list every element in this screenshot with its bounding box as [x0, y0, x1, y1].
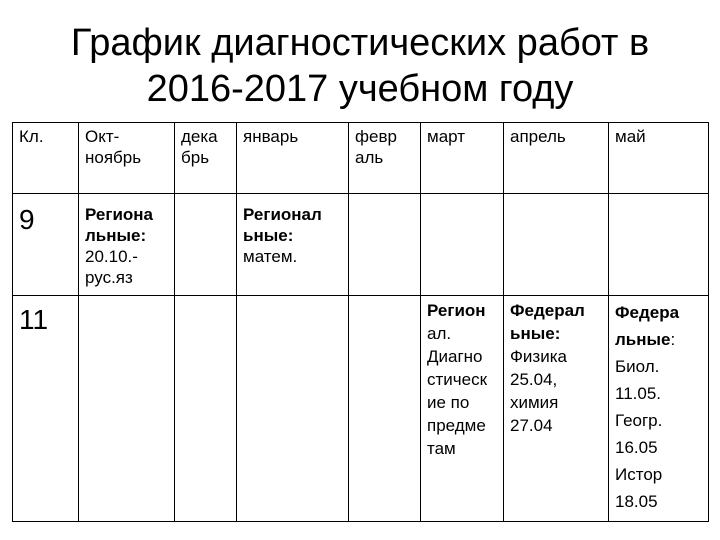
cell-11-jan — [237, 296, 349, 522]
title-line-1: График диагностических работ в — [70, 22, 650, 64]
cell-11-apr: Федерал ьные: Физика 25.04, химия 27.04 — [504, 296, 609, 522]
cell-9-oct-nov: Региона льные: 20.10.- рус.яз — [79, 194, 175, 296]
header-feb: февр аль — [349, 123, 421, 194]
header-jan: январь — [237, 123, 349, 194]
cell-11-mar: Регион ал. Диагно стическ ие по предме там — [421, 296, 504, 522]
table-header-row — [13, 123, 709, 194]
cell-9-jan: Регионал ьные: матем. — [237, 194, 349, 296]
table-row — [13, 194, 709, 296]
cell-9-apr — [504, 194, 609, 296]
header-apr: апрель — [504, 123, 609, 194]
schedule-table — [12, 122, 709, 522]
cell-9-may — [609, 194, 709, 296]
header-class: Кл. — [13, 123, 79, 194]
cell-11-feb — [349, 296, 421, 522]
class-11-cell: 11 — [13, 296, 79, 522]
header-dec: дека брь — [175, 123, 237, 194]
header-may: май — [609, 123, 709, 194]
class-9-cell: 9 — [13, 194, 79, 296]
title-line-2: 2016-2017 учебном году — [146, 68, 574, 110]
cell-11-dec — [175, 296, 237, 522]
header-oct-nov: Окт- ноябрь — [79, 123, 175, 194]
cell-9-feb — [349, 194, 421, 296]
header-mar: март — [421, 123, 504, 194]
cell-11-oct-nov — [79, 296, 175, 522]
cell-9-dec — [175, 194, 237, 296]
cell-11-may: Федера льные: Биол. 11.05. Геогр. 16.05 Истор 18.05 — [609, 296, 709, 522]
cell-9-mar — [421, 194, 504, 296]
page-title — [0, 20, 720, 112]
table-row — [13, 296, 709, 522]
